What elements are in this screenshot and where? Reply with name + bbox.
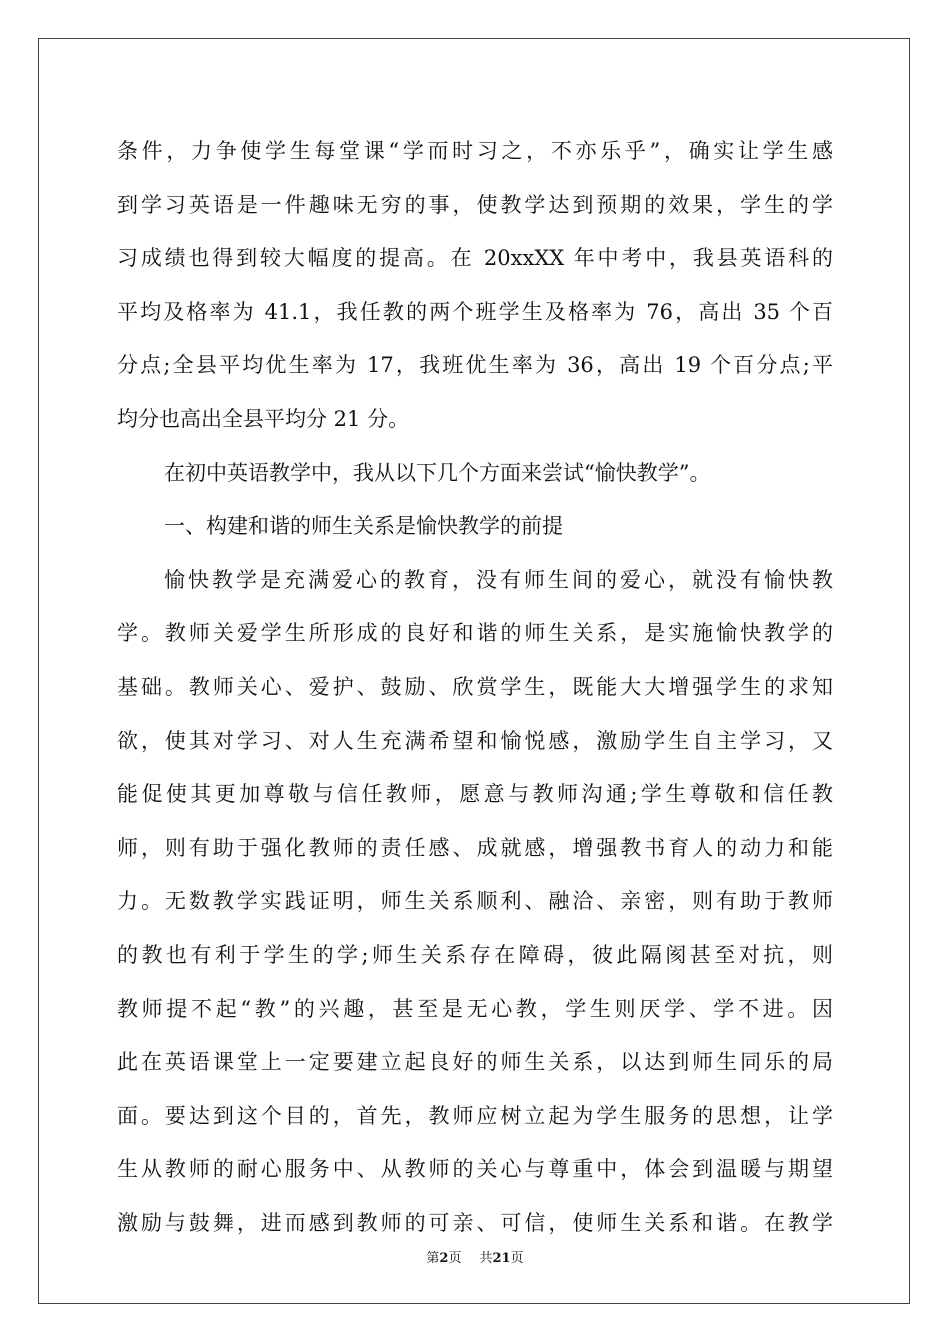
text-line: 教师提不起“教”的兴趣，甚至是无心教，学生则厌学、学不进。因 <box>117 996 833 1021</box>
current-page-number: 2 <box>439 1251 449 1266</box>
text-line: 师，则有助于强化教师的责任感、成就感，增强教书育人的动力和能 <box>117 835 833 860</box>
total-prefix: 共 <box>479 1251 493 1266</box>
text-line: 在初中英语教学中，我从以下几个方面来尝试“愉快教学”。 <box>164 460 711 485</box>
total-suffix: 页 <box>510 1251 524 1266</box>
document-body <box>117 125 833 1250</box>
page-prefix: 第 <box>426 1251 440 1266</box>
text-line: 条件，力争使学生每堂课“学而时习之，不亦乐乎”，确实让学生感 <box>117 139 833 163</box>
page-footer <box>0 1247 950 1266</box>
text-line: 基础。教师关心、爱护、鼓励、欣赏学生，既能大大增强学生的求知 <box>117 674 833 699</box>
text-line: 一、构建和谐的师生关系是愉快教学的前提 <box>164 514 563 539</box>
page-suffix: 页 <box>448 1251 462 1266</box>
text-line: 激励与鼓舞，进而感到教师的可亲、可信，使师生关系和谐。在教学 <box>117 1210 833 1235</box>
text-line: 到学习英语是一件趣味无穷的事，使教学达到预期的效果，学生的学 <box>117 192 833 217</box>
text-line: 面。要达到这个目的，首先，教师应树立起为学生服务的思想，让学 <box>117 1103 833 1128</box>
text-line: 生从教师的耐心服务中、从教师的关心与尊重中，体会到温暖与期望 <box>117 1157 833 1182</box>
text-line: 此在英语课堂上一定要建立起良好的师生关系，以达到师生同乐的局 <box>117 1050 833 1075</box>
text-line: 学。教师关爱学生所形成的良好和谐的师生关系，是实施愉快教学的 <box>117 621 833 646</box>
text-line: 平均及格率为 41.1，我任教的两个班学生及格率为 76，高出 35 个百 <box>117 299 833 324</box>
text-line: 均分也高出全县平均分 21 分。 <box>117 406 410 431</box>
text-line: 愉快教学是充满爱心的教育，没有师生间的爱心，就没有愉快教 <box>164 567 833 592</box>
text-line: 欲，使其对学习、对人生充满希望和愉悦感，激励学生自主学习，又 <box>117 728 833 753</box>
text-line: 能促使其更加尊敬与信任教师，愿意与教师沟通;学生尊敬和信任教 <box>117 782 833 807</box>
total-page-count: 21 <box>492 1251 511 1266</box>
text-line: 分点;全县平均优生率为 17，我班优生率为 36，高出 19 个百分点;平 <box>117 353 833 378</box>
text-line: 习成绩也得到较大幅度的提高。在 20xxXX 年中考中，我县英语科的 <box>117 246 833 271</box>
text-line: 力。无数教学实践证明，师生关系顺利、融洽、亲密，则有助于教师 <box>117 889 833 914</box>
text-line: 的教也有利于学生的学;师生关系存在障碍，彼此隔阂甚至对抗，则 <box>117 942 833 967</box>
